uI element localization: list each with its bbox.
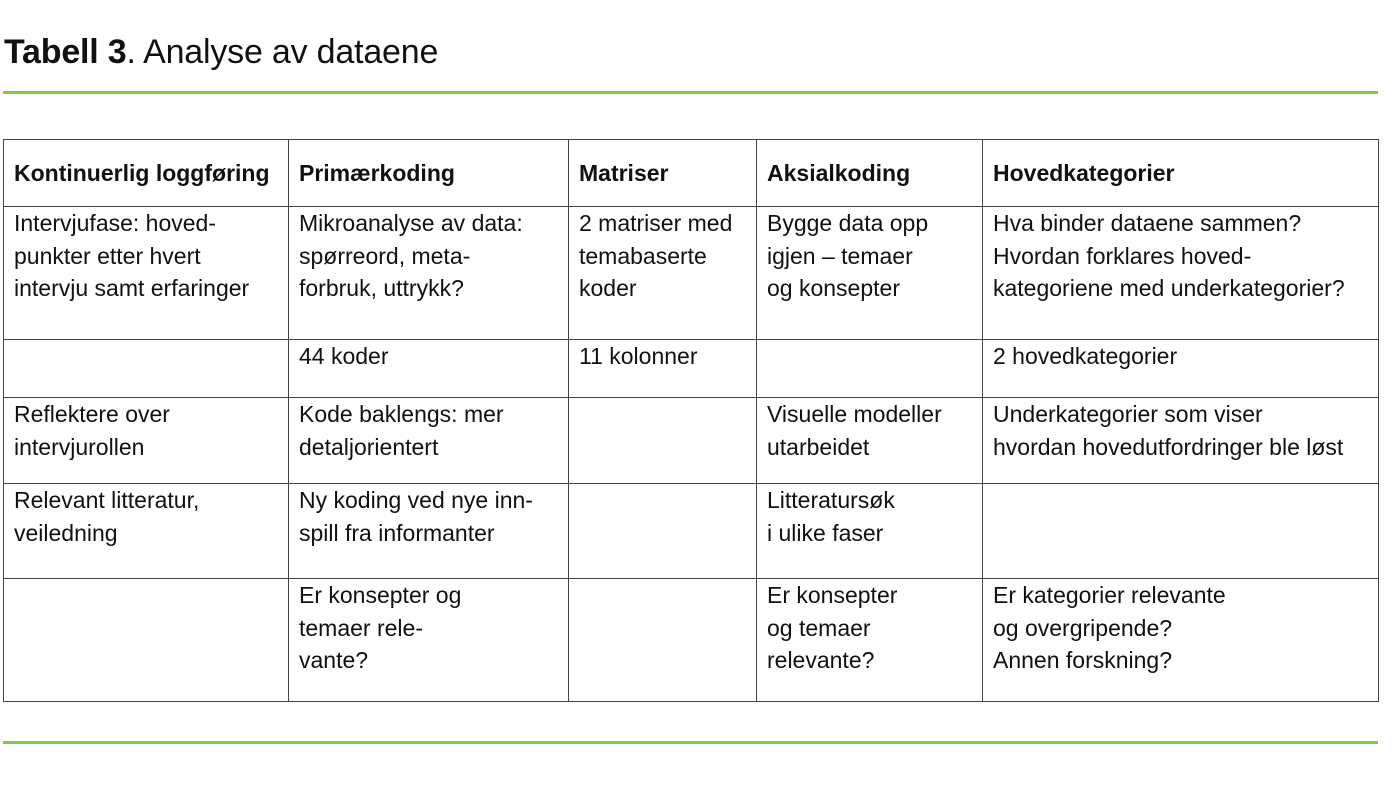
table-cell: Reflektere over intervjurollen	[4, 398, 289, 484]
header-aksialkoding: Aksialkoding	[757, 140, 983, 207]
table-cell: Hva binder dataene sammen? Hvordan forklares hoved- kategoriene med underkategorier?	[983, 207, 1379, 340]
header-primaerkoding: Primærkoding	[289, 140, 569, 207]
table-cell: 11 kolonner	[569, 340, 757, 398]
table-cell	[4, 340, 289, 398]
table-cell: 2 matriser med temabaserte koder	[569, 207, 757, 340]
table-cell: Mikroanalyse av data: spørreord, meta- forbruk, uttrykk?	[289, 207, 569, 340]
top-divider	[3, 91, 1378, 94]
header-kontinuerlig-loggforing: Kontinuerlig loggføring	[4, 140, 289, 207]
table-cell: Er konsepter og temaer relevante?	[757, 579, 983, 702]
table-cell: Visuelle modeller utarbeidet	[757, 398, 983, 484]
table-row	[4, 398, 1379, 484]
table-row	[4, 484, 1379, 579]
table-cell: Kode baklengs: mer detaljorientert	[289, 398, 569, 484]
table-cell: Underkategorier som viser hvordan hovedutfordringer ble løst	[983, 398, 1379, 484]
table-cell: Relevant litteratur, veiledning	[4, 484, 289, 579]
table-cell: Bygge data opp igjen – temaer og konsepter	[757, 207, 983, 340]
table-cell: Er konsepter og temaer rele- vante?	[289, 579, 569, 702]
table-caption: . Analyse av dataene	[126, 33, 439, 71]
table-cell: 2 hovedkategorier	[983, 340, 1379, 398]
header-row	[4, 140, 1379, 207]
table-cell: 44 koder	[289, 340, 569, 398]
table-row	[4, 207, 1379, 340]
analysis-table	[3, 139, 1379, 702]
header-matriser: Matriser	[569, 140, 757, 207]
table-row	[4, 579, 1379, 702]
table-cell	[569, 398, 757, 484]
header-hovedkategorier: Hovedkategorier	[983, 140, 1379, 207]
table-cell: Litteratursøk i ulike faser	[757, 484, 983, 579]
table-cell	[757, 340, 983, 398]
table-cell	[569, 579, 757, 702]
table-cell	[4, 579, 289, 702]
table-cell: Ny koding ved nye inn- spill fra informanter	[289, 484, 569, 579]
table-cell: Intervjufase: hoved- punkter etter hvert intervju samt erfaringer	[4, 207, 289, 340]
table-row	[4, 340, 1379, 398]
table-title	[4, 28, 438, 76]
table-cell	[569, 484, 757, 579]
bottom-divider	[3, 741, 1378, 744]
table-number: Tabell 3	[4, 33, 127, 71]
table-cell	[983, 484, 1379, 579]
table-cell: Er kategorier relevante og overgripende? Annen forskning?	[983, 579, 1379, 702]
